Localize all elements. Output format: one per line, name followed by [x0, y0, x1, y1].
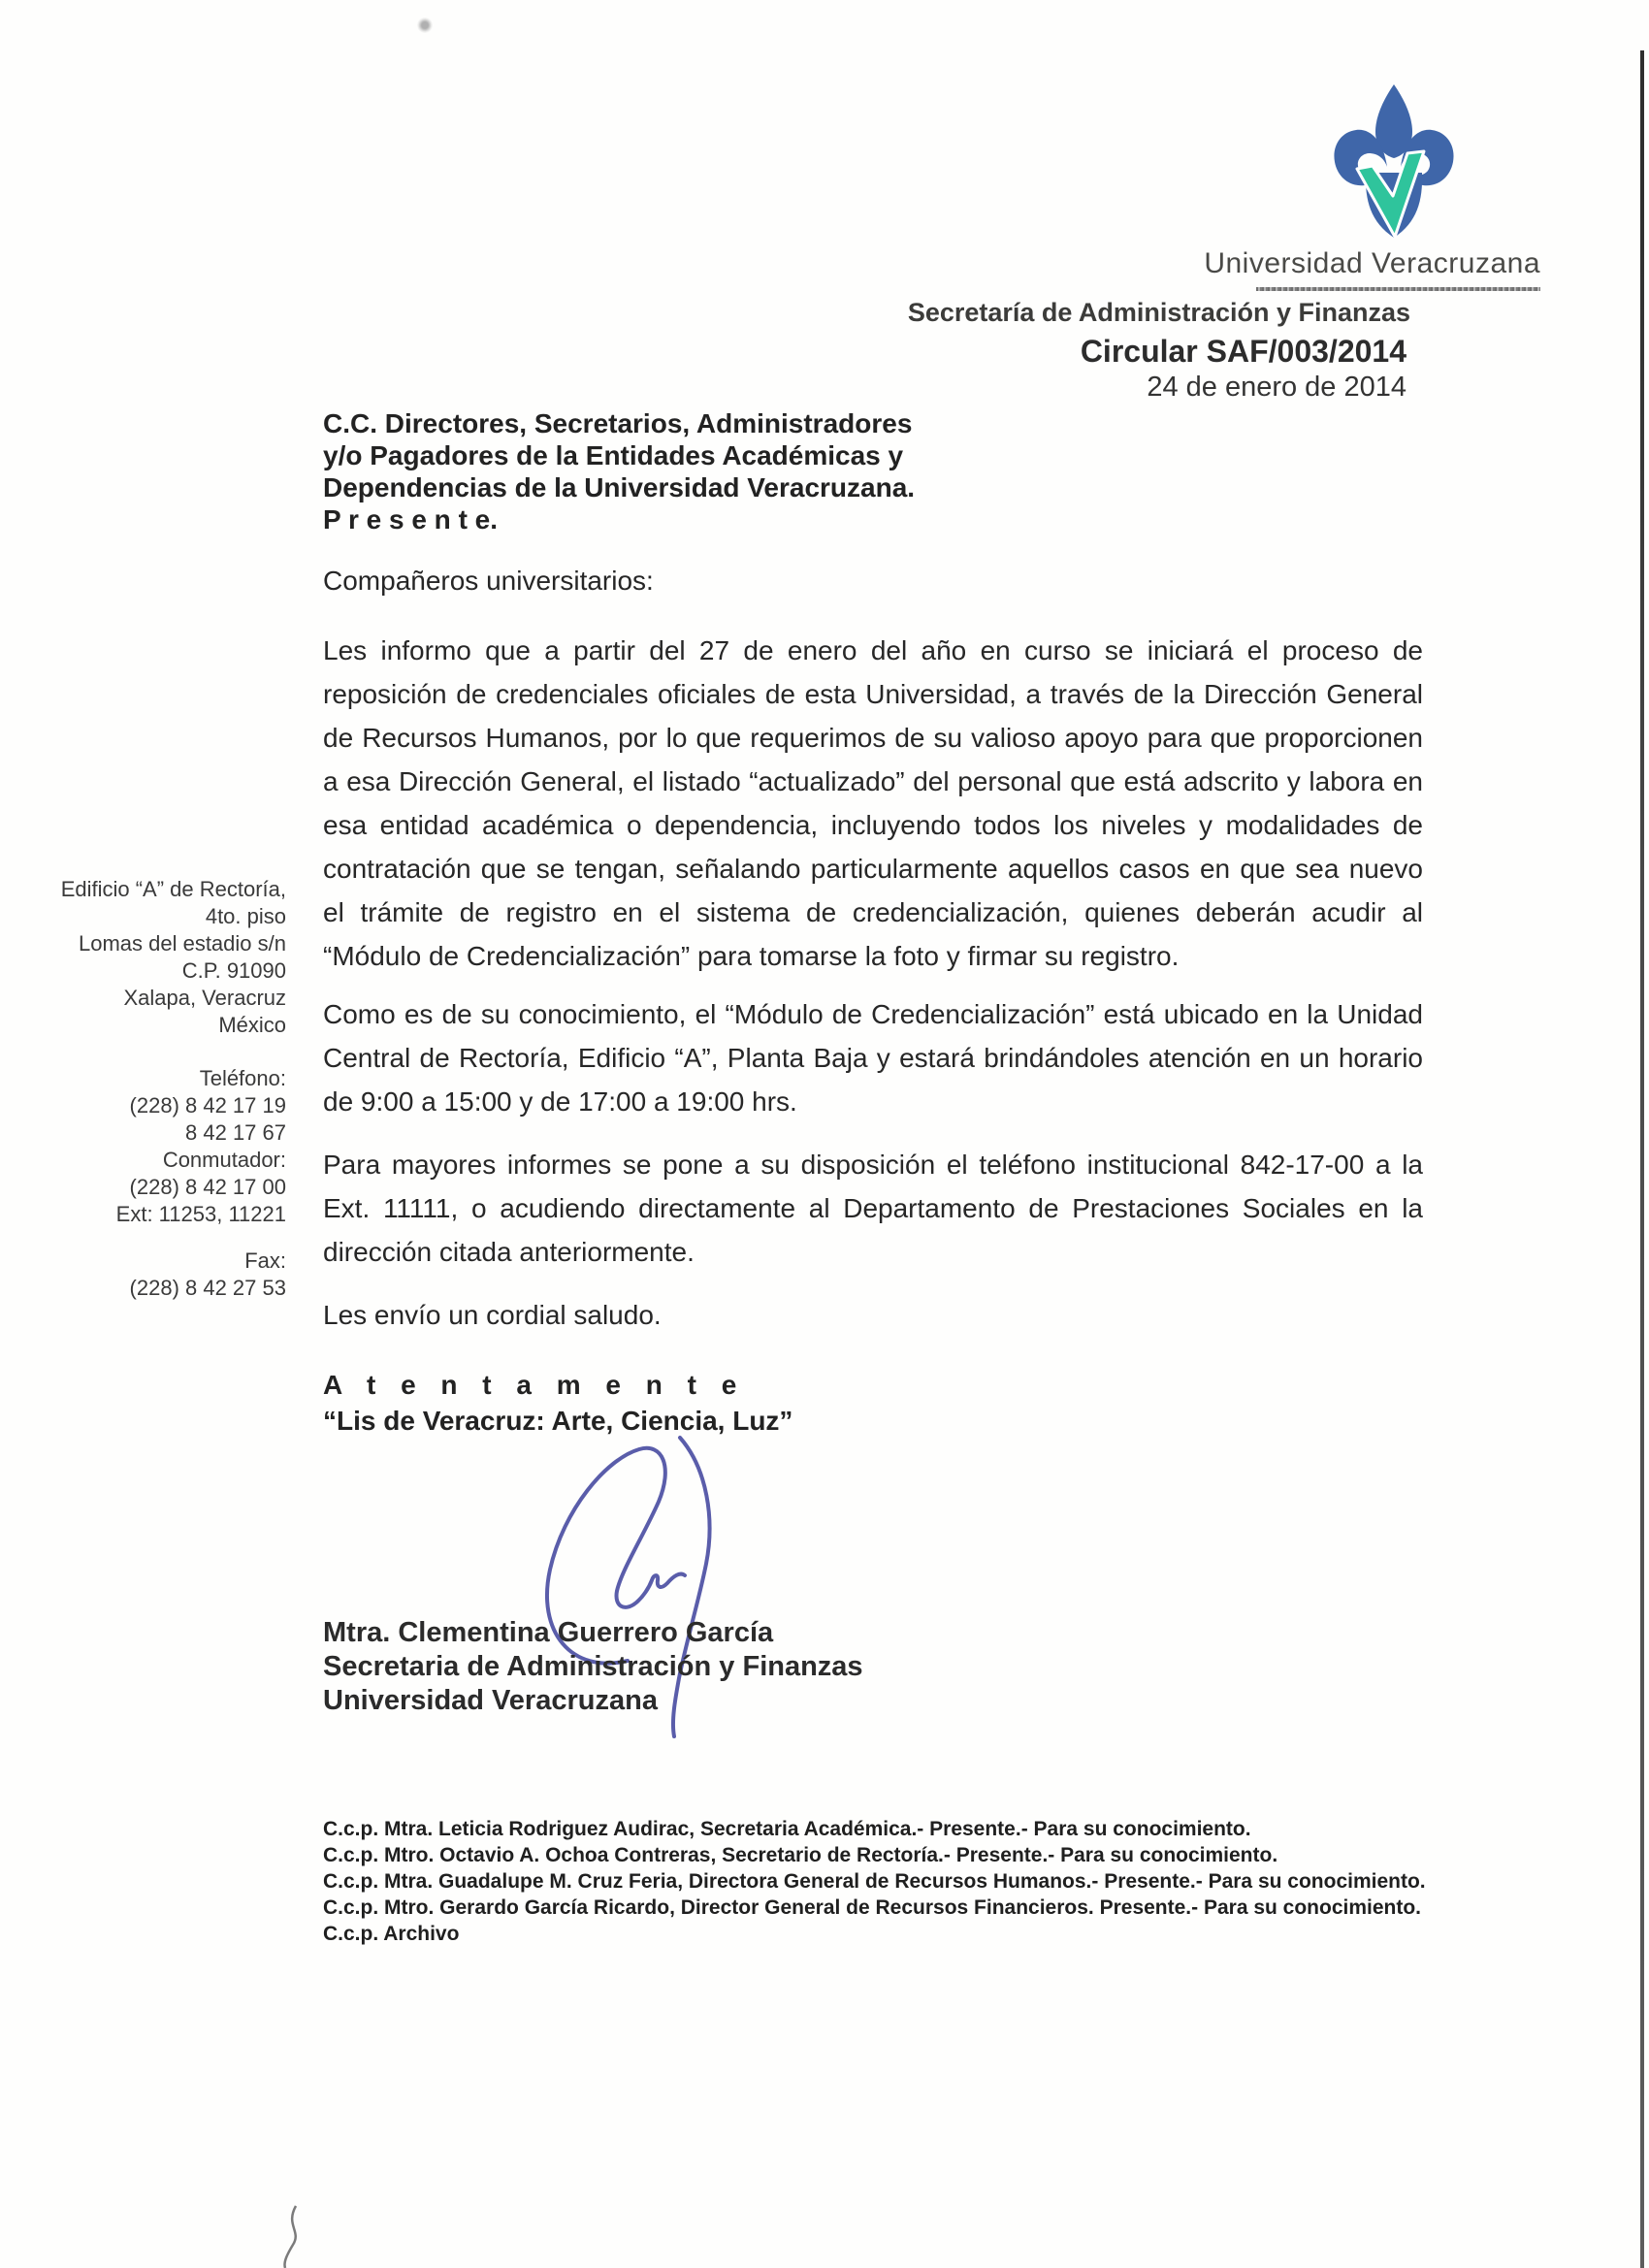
recipient-line: P r e s e n t e. [323, 504, 499, 535]
body-paragraph-1: Les informo que a partir del 27 de enero del año en curso se iniciará el proceso de reposición de credenciales oficiales de esta Universidad, a través de la Dirección General de Recursos Humanos, por lo que requerimos de su valioso apoyo para que proporcionen a esa Dirección General, el listado “actualizado” del personal que está adscrito y labora en esa entidad académica o dependencia, incluyendo todos los niveles y modalidades de contratación que se tengan, señalando particularmente aquellos casos en que sea nuevo el trámite de registro en el sistema de credencialización, quienes deberán acudir al “Módulo de Credencialización” para tomarse la foto y firmar su registro. [323, 635, 1423, 971]
closing-atentamente: A t e n t a m e n t e [323, 1370, 746, 1400]
scan-crease-mark [272, 2204, 320, 2268]
address-line: México [218, 1013, 286, 1037]
phone-line: (228) 8 42 17 19 [129, 1093, 286, 1118]
cc-list [323, 1816, 1439, 1947]
circular-number: Circular SAF/003/2014 [1080, 334, 1406, 369]
scan-smudge [417, 17, 433, 33]
scan-edge-line [1640, 50, 1644, 2268]
cc-item: C.c.p. Mtro. Gerardo García Ricardo, Director General de Recursos Financieros. Presente.- Para su conocimiento. [323, 1896, 1422, 1919]
cc-item: C.c.p. Mtro. Octavio A. Ochoa Contreras, Secretario de Rectoría.- Presente.- Para su conocimiento. [323, 1844, 1278, 1866]
sidebar-phone [34, 1065, 286, 1228]
fax-line: (228) 8 42 27 53 [129, 1276, 286, 1300]
cc-item: C.c.p. Mtra. Guadalupe M. Cruz Feria, Directora General de Recursos Humanos.- Presente.- Para su conocimiento. [323, 1870, 1426, 1893]
address-line: Lomas del estadio s/n [78, 931, 286, 956]
institutional-motto: “Lis de Veracruz: Arte, Ciencia, Luz” [323, 1406, 793, 1436]
recipient-line: Dependencias de la Universidad Veracruzana. [323, 472, 916, 502]
address-line: Edificio “A” de Rectoría, [60, 877, 286, 901]
salutation: Compañeros universitarios: [323, 566, 654, 596]
signer-name: Mtra. Clementina Guerrero García [323, 1617, 774, 1648]
body-paragraph-2: Como es de su conocimiento, el “Módulo de Credencialización” está ubicado en la Unidad Central de Rectoría, Edificio “A”, Planta Baja y estará brindándoles atención en un horario de 9:00 a 15:00 y de 17:00 a 19:00 hrs. [323, 999, 1423, 1117]
sidebar-address [34, 876, 286, 1039]
signer-block [323, 1616, 1196, 1718]
sidebar-fax [34, 1247, 286, 1302]
phone-line: Ext: 11253, 11221 [115, 1202, 286, 1226]
phone-line: (228) 8 42 17 00 [129, 1175, 286, 1199]
recipient-block [323, 407, 1293, 535]
universidad-veracruzana-logo-icon [1331, 83, 1457, 243]
signer-title: Secretaria de Administración y Finanzas [323, 1651, 863, 1682]
phone-line: Conmutador: [162, 1148, 286, 1172]
address-line: Xalapa, Veracruz [123, 986, 286, 1010]
department-name: Secretaría de Administración y Finanzas [907, 298, 1410, 327]
cc-item: C.c.p. Archivo [323, 1923, 460, 1945]
address-line: C.P. 91090 [181, 958, 286, 983]
recipient-line: C.C. Directores, Secretarios, Administradores [323, 408, 913, 438]
letter-date: 24 de enero de 2014 [1147, 372, 1406, 403]
university-wordmark: Universidad Veracruzana [1204, 247, 1540, 279]
phone-line: Teléfono: [199, 1066, 286, 1090]
signer-institution: Universidad Veracruzana [323, 1685, 658, 1716]
cc-item: C.c.p. Mtra. Leticia Rodriguez Audirac, Secretaria Académica.- Presente.- Para su conocimiento. [323, 1818, 1251, 1840]
address-line: 4to. piso [205, 904, 286, 928]
wordmark-divider [1256, 287, 1540, 291]
body-paragraph-3: Para mayores informes se pone a su disposición el teléfono institucional 842-17-00 a la Ext. 11111, o acudiendo directamente al Departamento de Prestaciones Sociales en la dirección citada anteriormente. [323, 1150, 1423, 1267]
closing-line: Les envío un cordial saludo. [323, 1300, 662, 1330]
fax-line: Fax: [244, 1248, 286, 1273]
phone-line: 8 42 17 67 [185, 1120, 286, 1145]
recipient-line: y/o Pagadores de la Entidades Académicas y [323, 440, 904, 470]
